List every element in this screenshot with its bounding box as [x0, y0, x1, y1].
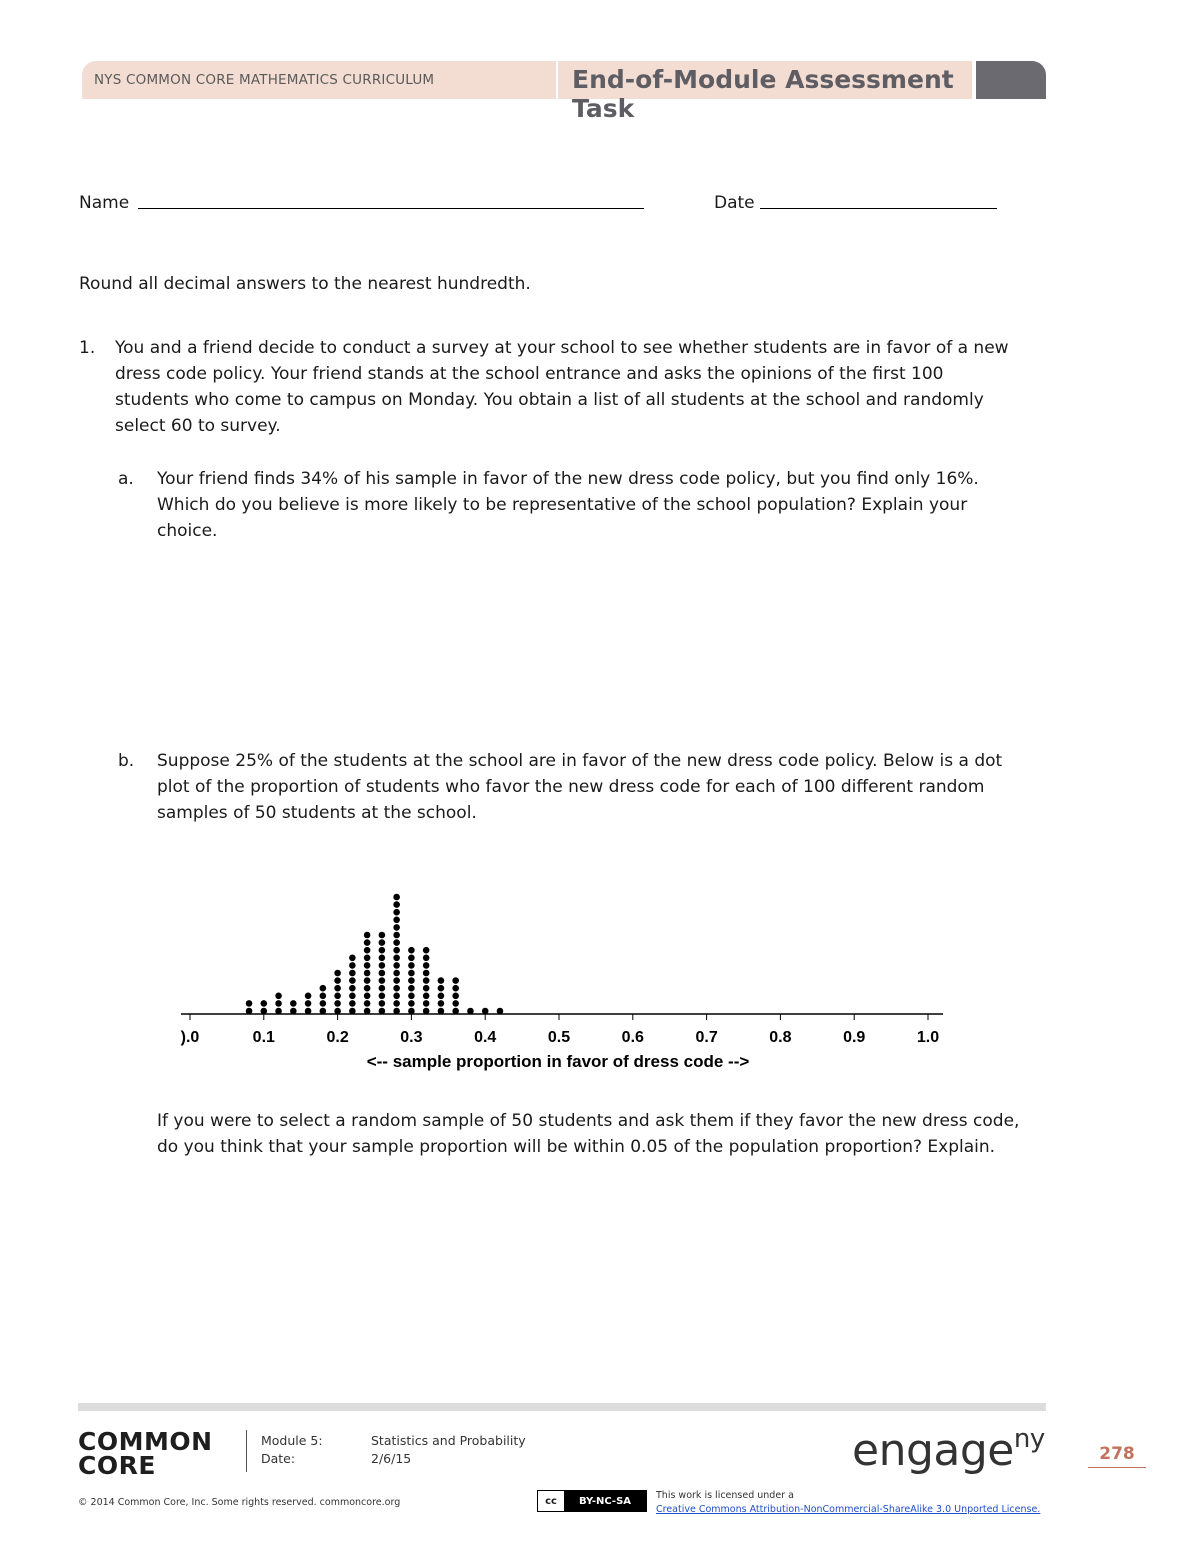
part-b-followup-line: do you think that your sample proportion will be within 0.05 of the population proportion? Explain.: [157, 1137, 996, 1157]
dot: [246, 1000, 253, 1007]
page-number: 278: [1088, 1444, 1146, 1468]
dot: [408, 955, 415, 962]
common-core-logo-line1: COMMON: [78, 1427, 213, 1456]
dot: [423, 993, 430, 1000]
question-1-text: [115, 335, 1055, 439]
dot: [452, 1008, 459, 1015]
header-curriculum-text: NYS COMMON CORE MATHEMATICS CURRICULUM: [94, 72, 435, 88]
dot: [349, 977, 356, 984]
question-1-line: You and a friend decide to conduct a survey at your school to see whether students are in favor of a new: [115, 338, 1009, 358]
dot: [290, 1008, 297, 1015]
footer-module-value: Statistics and Probability: [371, 1433, 526, 1448]
x-tick-label: 0.8: [769, 1029, 792, 1046]
part-a-line: Your friend finds 34% of his sample in favor of the new dress code policy, but you find only 16%.: [157, 469, 979, 489]
dot: [408, 985, 415, 992]
dot: [393, 993, 400, 1000]
dot: [393, 1000, 400, 1007]
dot: [364, 993, 371, 1000]
dot: [497, 1008, 504, 1015]
dot: [408, 970, 415, 977]
header-accent-block: [976, 61, 1046, 99]
x-tick-label: 0.2: [326, 1029, 349, 1046]
cc-badge-text: BY-NC-SA: [564, 1491, 646, 1511]
dot: [423, 1000, 430, 1007]
dot: [364, 955, 371, 962]
dot: [393, 947, 400, 954]
dot: [393, 924, 400, 931]
part-b-line: Suppose 25% of the students at the school are in favor of the new dress code policy. Below is a dot: [157, 751, 1003, 771]
common-core-logo-line2: CORE: [78, 1451, 156, 1480]
part-a-text: [157, 466, 1057, 544]
dot: [393, 970, 400, 977]
footer-divider-bar: [78, 1403, 1046, 1411]
header-curriculum-banner: [82, 61, 556, 99]
engageny-logo-text: engage: [852, 1425, 1014, 1476]
part-b-line: samples of 50 students at the school.: [157, 803, 477, 823]
dot: [423, 962, 430, 969]
dot: [482, 1008, 489, 1015]
x-tick-label: 0.9: [843, 1029, 866, 1046]
dot: [334, 1000, 341, 1007]
dot: [438, 977, 445, 984]
footer-date-label: Date:: [261, 1451, 296, 1466]
x-tick-label: ).0: [180, 1029, 200, 1046]
engageny-logo-sup: ny: [1013, 1424, 1045, 1454]
dot: [452, 985, 459, 992]
x-axis-tick-labels: [181, 1029, 940, 1046]
dot: [423, 1008, 430, 1015]
dot: [393, 985, 400, 992]
dot: [379, 970, 386, 977]
dot: [290, 1000, 297, 1007]
dot: [467, 1008, 474, 1015]
common-core-logo: [78, 1427, 213, 1480]
question-1-line: students who come to campus on Monday. You obtain a list of all students at the school and randomly: [115, 390, 984, 410]
dot: [408, 993, 415, 1000]
x-tick-label: 1.0: [916, 1029, 940, 1046]
dot: [305, 993, 312, 1000]
dot: [438, 1008, 445, 1015]
x-tick-label: 0.4: [474, 1029, 497, 1046]
dot: [423, 985, 430, 992]
dot: [261, 1000, 268, 1007]
dot: [364, 985, 371, 992]
dot: [393, 901, 400, 908]
dot: [452, 977, 459, 984]
dot: [261, 1008, 268, 1015]
dot: [364, 939, 371, 946]
question-1-line: select 60 to survey.: [115, 416, 281, 436]
dot: [379, 947, 386, 954]
cc-icon: cc: [538, 1491, 564, 1511]
dot: [275, 993, 282, 1000]
part-a-line: choice.: [157, 521, 218, 541]
dot: [379, 962, 386, 969]
dot: [364, 1000, 371, 1007]
footer-vertical-divider: [246, 1430, 247, 1472]
dot: [364, 947, 371, 954]
x-tick-label: 0.3: [400, 1029, 423, 1046]
dot: [364, 977, 371, 984]
dot: [379, 1000, 386, 1007]
footer-date-value: 2/6/15: [371, 1451, 412, 1466]
date-label: Date: [714, 193, 755, 213]
x-tick-label: 0.5: [547, 1029, 571, 1046]
dot: [305, 1008, 312, 1015]
dot: [379, 939, 386, 946]
x-axis-label: <-- sample proportion in favor of dress code -->: [366, 1052, 750, 1071]
dot: [320, 1000, 327, 1007]
dot: [438, 985, 445, 992]
dot: [334, 993, 341, 1000]
dot: [334, 985, 341, 992]
dot: [379, 1008, 386, 1015]
dot: [452, 993, 459, 1000]
dot: [364, 1008, 371, 1015]
dot: [305, 1000, 312, 1007]
part-b-followup-line: If you were to select a random sample of 50 students and ask them if they favor the new dress code,: [157, 1111, 1020, 1131]
dot: [408, 962, 415, 969]
dot-plot-dots: [246, 894, 504, 1015]
question-1-line: dress code policy. Your friend stands at the school entrance and asks the opinions of the first 100: [115, 364, 944, 384]
dot: [275, 1008, 282, 1015]
part-b-followup: [157, 1108, 1057, 1160]
dot: [379, 932, 386, 939]
dot: [423, 947, 430, 954]
footer-module-label: Module 5:: [261, 1433, 323, 1448]
dot: [334, 970, 341, 977]
dot: [408, 1008, 415, 1015]
dot: [349, 1008, 356, 1015]
dot: [452, 1000, 459, 1007]
dot: [438, 993, 445, 1000]
dot: [408, 1000, 415, 1007]
license-text: This work is licensed under a: [656, 1490, 794, 1501]
dot: [320, 1008, 327, 1015]
name-label: Name: [79, 193, 130, 213]
dot: [379, 977, 386, 984]
dot: [393, 1008, 400, 1015]
dot-plot-chart: [0, 840, 1200, 1080]
dot: [393, 932, 400, 939]
dot: [393, 909, 400, 916]
dot: [349, 993, 356, 1000]
part-b-text: [157, 748, 1057, 826]
part-b-line: plot of the proportion of students who favor the new dress code for each of 100 different random: [157, 777, 985, 797]
question-1-number: 1.: [79, 338, 96, 358]
header-title: End-of-Module Assessment Task: [572, 65, 954, 123]
dot: [275, 1000, 282, 1007]
date-field-line[interactable]: [760, 208, 997, 209]
part-b-label: b.: [118, 751, 135, 771]
x-tick-label: 0.7: [695, 1029, 718, 1046]
dot: [334, 977, 341, 984]
dot: [379, 985, 386, 992]
dot: [423, 955, 430, 962]
instructions: Round all decimal answers to the nearest hundredth.: [79, 274, 531, 294]
dot: [408, 977, 415, 984]
x-axis-ticks: [190, 1014, 928, 1020]
footer-copyright: © 2014 Common Core, Inc. Some rights reserved. commoncore.org: [78, 1497, 401, 1508]
dot: [393, 894, 400, 901]
header-title-banner: [558, 61, 972, 123]
dot: [393, 939, 400, 946]
dot: [423, 977, 430, 984]
dot: [320, 993, 327, 1000]
dot: [408, 947, 415, 954]
dot: [423, 970, 430, 977]
dot: [393, 977, 400, 984]
dot: [349, 1000, 356, 1007]
dot: [349, 955, 356, 962]
dot: [364, 970, 371, 977]
dot: [349, 985, 356, 992]
dot: [364, 932, 371, 939]
dot: [320, 985, 327, 992]
name-field-line[interactable]: [138, 208, 644, 209]
engageny-logo: [852, 1424, 1045, 1476]
dot: [438, 1000, 445, 1007]
dot: [393, 917, 400, 924]
x-tick-label: 0.1: [252, 1029, 275, 1046]
x-tick-label: 0.6: [621, 1029, 644, 1046]
part-a-label: a.: [118, 469, 134, 489]
dot: [334, 1008, 341, 1015]
dot: [349, 970, 356, 977]
dot: [393, 962, 400, 969]
cc-license-badge[interactable]: [537, 1490, 647, 1512]
dot: [349, 962, 356, 969]
license-link[interactable]: Creative Commons Attribution-NonCommercial-ShareAlike 3.0 Unported License.: [656, 1504, 1041, 1515]
dot: [246, 1008, 253, 1015]
dot: [393, 955, 400, 962]
dot: [379, 955, 386, 962]
part-a-line: Which do you believe is more likely to be representative of the school population? Explain your: [157, 495, 968, 515]
dot: [364, 962, 371, 969]
dot: [379, 993, 386, 1000]
